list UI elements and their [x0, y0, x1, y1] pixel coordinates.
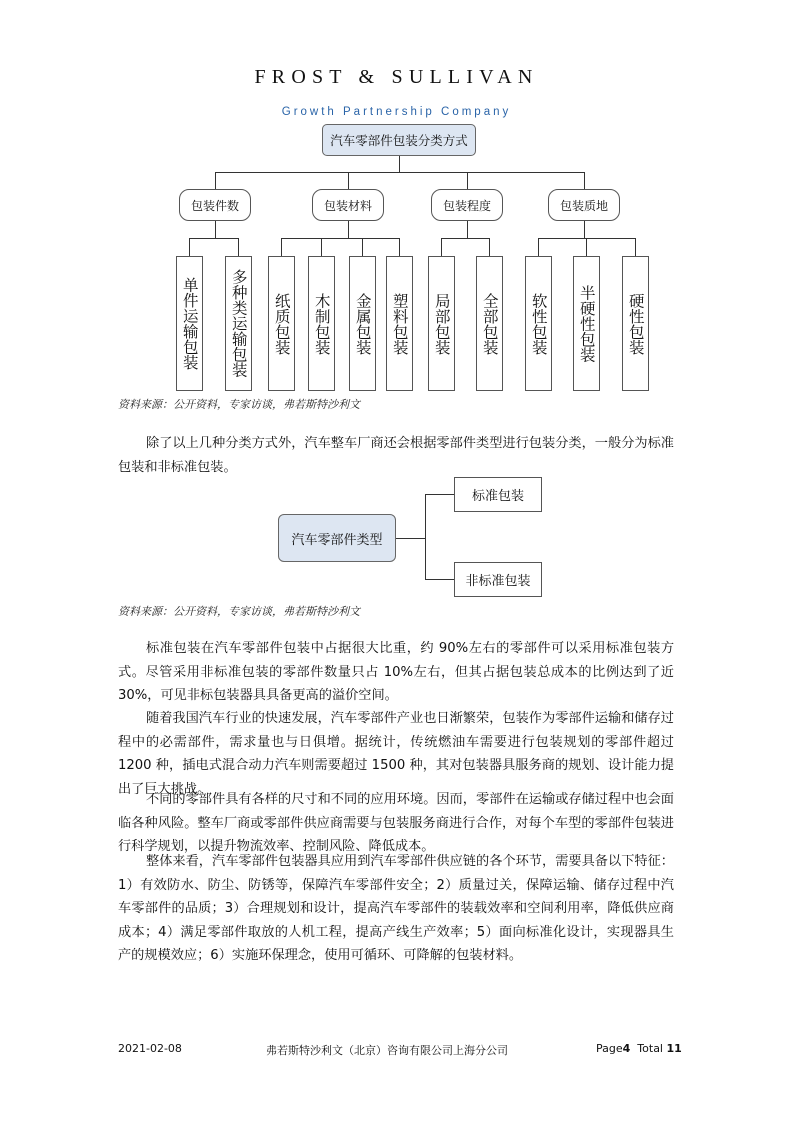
diagram-root-box: 汽车零部件包装分类方式 [322, 124, 476, 156]
leaf-box: 半硬性包装 [573, 256, 600, 391]
leaf-box: 纸质包装 [268, 256, 295, 391]
footer-company: 弗若斯特沙利文（北京）咨询有限公司上海分公司 [266, 1044, 508, 1057]
source-note: 资料来源：公开资料，专家访谈，弗若斯特沙利文 [118, 398, 360, 411]
leaf-box: 局部包装 [428, 256, 455, 391]
leaf-box: 全部包装 [476, 256, 503, 391]
connector [584, 172, 585, 189]
connector [281, 238, 282, 256]
connector [399, 238, 400, 256]
connector [189, 238, 239, 239]
logo-subtitle: Growth Partnership Company [281, 106, 512, 118]
connector [425, 579, 454, 580]
connector [215, 172, 585, 173]
footer-page-info [596, 1042, 682, 1055]
leaf-box: 金属包装 [349, 256, 376, 391]
leaf-box: 单件运输包装 [176, 256, 203, 391]
leaf-box: 硬性包装 [622, 256, 649, 391]
connector [348, 221, 349, 238]
total-number: 11 [666, 1042, 682, 1055]
connector [281, 238, 400, 239]
connector [635, 238, 636, 256]
connector [538, 238, 636, 239]
connector [215, 172, 216, 189]
leaf-box: 多种类运输包装 [225, 256, 252, 391]
logo-title: FROST & SULLIVAN [254, 66, 539, 88]
standard-package-box: 标准包装 [454, 477, 542, 512]
leaf-box: 塑料包装 [386, 256, 413, 391]
connector [425, 494, 454, 495]
connector [396, 538, 425, 539]
connector [399, 156, 400, 173]
footer-date: 2021-02-08 [118, 1042, 182, 1055]
category-box: 包装材料 [312, 189, 384, 221]
part-type-root-box: 汽车零部件类型 [278, 514, 396, 562]
page-label: Page [596, 1042, 623, 1055]
leaf-box: 软性包装 [525, 256, 552, 391]
body-paragraph: 整体来看，汽车零部件包装器具应用到汽车零部件供应链的各个环节，需要具备以下特征：1）有效防水、防尘、防锈等，保障汽车零部件安全；2）质量过关，保障运输、储存过程中汽车零部件的品质；3）合理规划和设计，提高汽车零部件的装载效率和空间利用率，降低供应商成本；4）满足零部件取放的人机工程，提高产线生产效率；5）面向标准化设计，实现器具生产的规模效应；6）实施环保理念，使用可循环、可降解的包装材料。 [118, 854, 674, 963]
connector [215, 221, 216, 238]
leaf-box: 木制包装 [308, 256, 335, 391]
connector [584, 221, 585, 238]
connector [586, 238, 587, 256]
connector [348, 172, 349, 189]
connector [441, 238, 490, 239]
category-box: 包装件数 [179, 189, 251, 221]
category-box: 包装质地 [548, 189, 620, 221]
connector [489, 238, 490, 256]
body-paragraph: 标准包装在汽车零部件包装中占据很大比重，约 90%左右的零部件可以采用标准包装方式。尽管采用非标准包装的零部件数量只占 10%左右，但其占据包装总成本的比例达到了近30%，可见非标包装器具具备更高的溢价空间。 [118, 641, 674, 703]
category-box: 包装程度 [431, 189, 503, 221]
body-paragraph: 不同的零部件具有各样的尺寸和不同的应用环境。因而，零部件在运输或存储过程中也会面临各种风险。整车厂商或零部件供应商需要与包装服务商进行合作，对每个车型的零部件包装进行科学规划，以提升物流效率、控制风险、降低成本。 [118, 792, 674, 854]
body-paragraph: 除了以上几种分类方式外，汽车整车厂商还会根据零部件类型进行包装分类，一般分为标准包装和非标准包装。 [118, 436, 674, 475]
page-number: 4 [622, 1042, 631, 1055]
connector [238, 238, 239, 256]
connector [538, 238, 539, 256]
connector [467, 221, 468, 238]
connector [441, 238, 442, 256]
body-paragraph: 随着我国汽车行业的快速发展，汽车零部件产业也日渐繁荣，包装作为零部件运输和储存过程中的必需部件，需求量也与日俱增。据统计，传统燃油车需要进行包装规划的零部件超过 1200 种，插电式混合动力汽车则需要超过 1500 种，其对包装器具服务商的规划、设计能力提出了巨大挑战。 [118, 711, 674, 797]
connector [362, 238, 363, 256]
connector [189, 238, 190, 256]
connector [321, 238, 322, 256]
non-standard-package-box: 非标准包装 [454, 562, 542, 597]
connector [425, 494, 426, 580]
total-label: Total [637, 1042, 663, 1055]
source-note: 资料来源：公开资料，专家访谈，弗若斯特沙利文 [118, 605, 360, 618]
connector [467, 172, 468, 189]
